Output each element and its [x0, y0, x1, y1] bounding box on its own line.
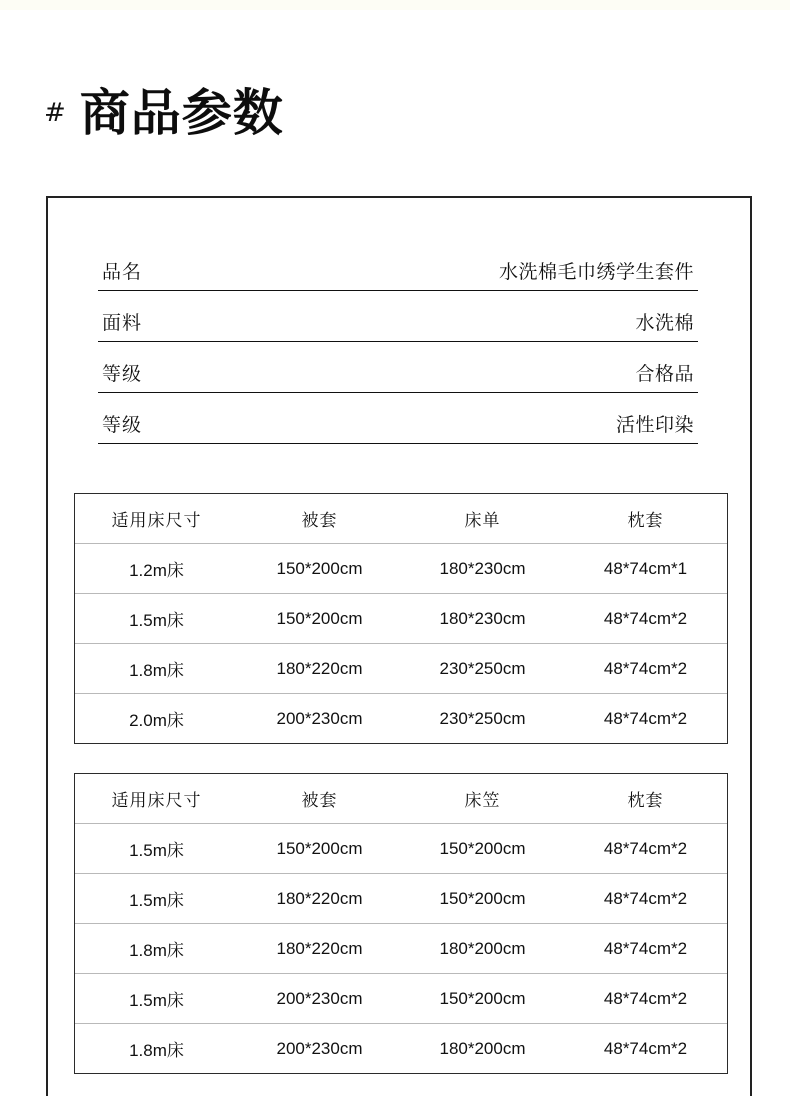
cell-duvet-cover: 200*230cm — [238, 974, 401, 1024]
cell-fitted-sheet: 180*200cm — [401, 924, 564, 974]
column-header: 适用床尺寸 — [75, 494, 238, 544]
page-title-text: 商品参数 — [79, 84, 284, 142]
cell-duvet-cover: 150*200cm — [238, 544, 401, 594]
spec-value: 水洗棉 — [635, 313, 694, 334]
cell-bed-size: 1.8m床 — [129, 1041, 184, 1060]
cell-bed-size: 1.5m床 — [75, 824, 238, 874]
spec-value: 水洗棉毛巾绣学生套件 — [498, 262, 694, 283]
spec-label: 面料 — [102, 313, 143, 334]
cell-duvet-cover: 200*230cm — [276, 708, 363, 728]
spec-row — [98, 291, 698, 342]
table-row — [75, 694, 727, 744]
cell-bed-size: 1.8m床 — [75, 924, 238, 974]
spec-card — [46, 196, 752, 1096]
cell-pillowcase: 48*74cm*2 — [564, 824, 727, 874]
cell-pillowcase: 48*74cm*2 — [603, 708, 688, 728]
table-row — [75, 824, 727, 874]
table-row — [75, 874, 727, 924]
cell-bed-size: 1.8m床 — [75, 644, 238, 694]
table-row — [75, 924, 727, 974]
table-row — [75, 544, 727, 594]
cell-duvet-cover: 150*200cm — [238, 824, 401, 874]
cell-duvet-cover: 180*220cm — [238, 644, 401, 694]
cell-bed-size: 2.0m床 — [129, 711, 184, 730]
table-header-row — [75, 774, 727, 824]
cell-fitted-sheet: 150*200cm — [401, 824, 564, 874]
table-row — [75, 974, 727, 1024]
cell-pillowcase: 48*74cm*2 — [564, 594, 727, 644]
size-table-quilt-fitted — [74, 773, 728, 1074]
spec-row — [98, 342, 698, 393]
cell-fitted-sheet: 180*200cm — [439, 1038, 526, 1058]
spec-value: 活性印染 — [615, 415, 694, 436]
column-header: 床笠 — [401, 774, 564, 824]
cell-bed-sheet: 230*250cm — [401, 644, 564, 694]
cell-bed-sheet: 180*230cm — [401, 544, 564, 594]
column-header: 被套 — [238, 774, 401, 824]
cell-duvet-cover: 180*220cm — [238, 874, 401, 924]
table-row — [75, 644, 727, 694]
cell-fitted-sheet: 150*200cm — [401, 874, 564, 924]
cell-bed-size: 1.5m床 — [75, 594, 238, 644]
cell-duvet-cover: 200*230cm — [276, 1038, 363, 1058]
cell-pillowcase: 48*74cm*2 — [564, 874, 727, 924]
spec-value: 合格品 — [635, 364, 694, 385]
page-title — [44, 84, 284, 142]
cell-fitted-sheet: 150*200cm — [401, 974, 564, 1024]
size-table-quilt-sheet — [74, 493, 728, 744]
cell-bed-sheet: 230*250cm — [439, 708, 526, 728]
spec-list — [98, 240, 698, 444]
cell-bed-size: 1.5m床 — [75, 874, 238, 924]
column-header: 适用床尺寸 — [75, 774, 238, 824]
column-header: 被套 — [238, 494, 401, 544]
cell-pillowcase: 48*74cm*2 — [603, 1038, 688, 1058]
spec-label: 等级 — [102, 364, 143, 385]
top-strip — [0, 0, 790, 10]
hash-mark: # — [44, 98, 66, 128]
column-header: 床单 — [401, 494, 564, 544]
spec-row — [98, 240, 698, 291]
cell-pillowcase: 48*74cm*2 — [564, 644, 727, 694]
spec-row — [98, 393, 698, 444]
table-row — [75, 1024, 727, 1074]
cell-pillowcase: 48*74cm*1 — [564, 544, 727, 594]
spec-label: 品名 — [102, 262, 143, 283]
table-row — [75, 594, 727, 644]
cell-duvet-cover: 180*220cm — [238, 924, 401, 974]
column-header: 枕套 — [564, 494, 727, 544]
cell-duvet-cover: 150*200cm — [238, 594, 401, 644]
cell-bed-sheet: 180*230cm — [401, 594, 564, 644]
cell-pillowcase: 48*74cm*2 — [564, 924, 727, 974]
cell-pillowcase: 48*74cm*2 — [564, 974, 727, 1024]
spec-label: 等级 — [102, 415, 143, 436]
cell-bed-size: 1.5m床 — [75, 974, 238, 1024]
table-header-row — [75, 494, 727, 544]
cell-bed-size: 1.2m床 — [75, 544, 238, 594]
column-header: 枕套 — [564, 774, 727, 824]
